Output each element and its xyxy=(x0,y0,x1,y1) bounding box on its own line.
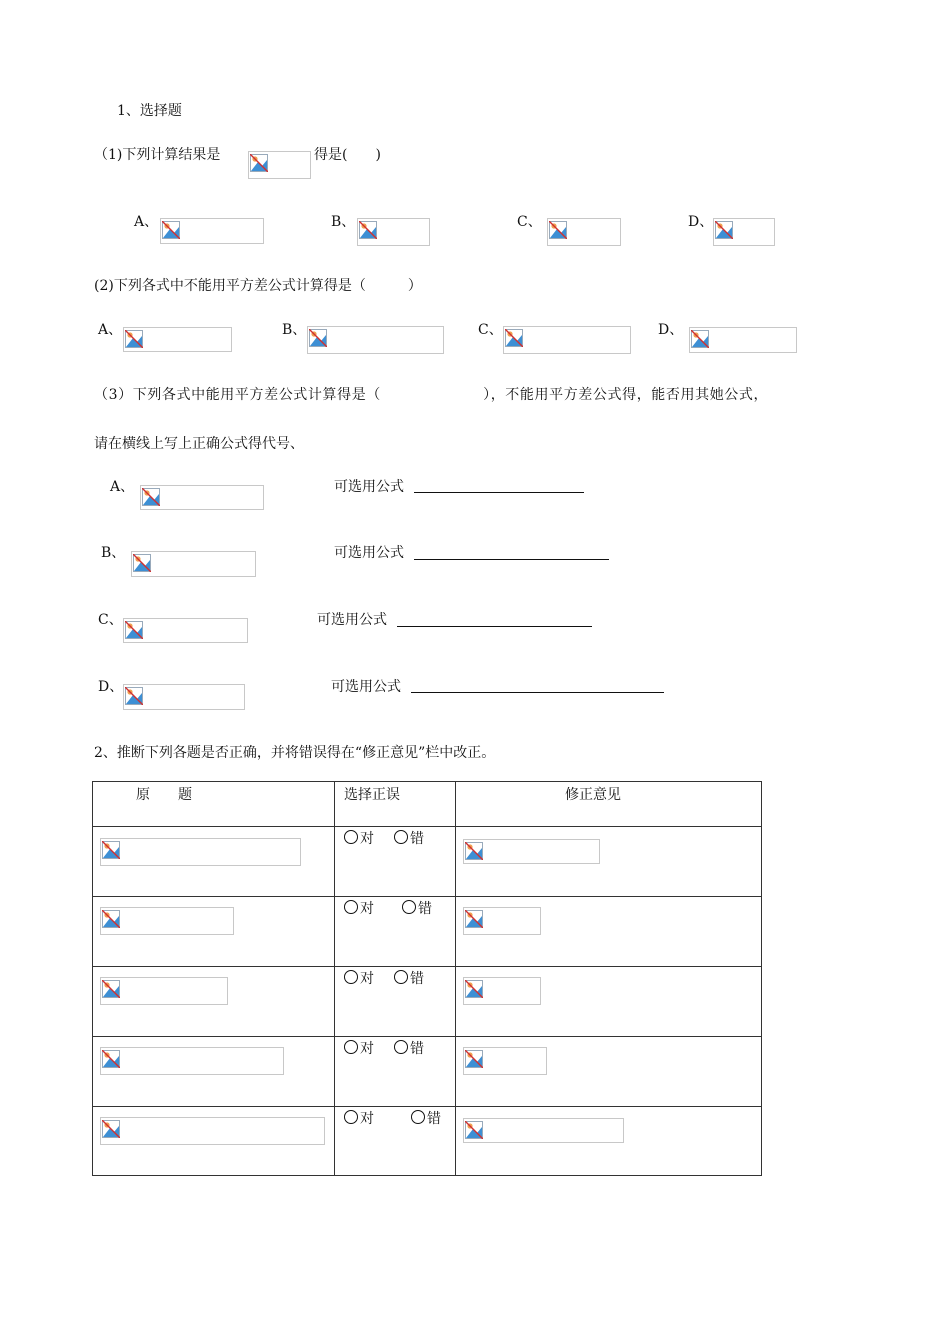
wrong-label: 错 xyxy=(427,1111,441,1127)
wrong-label: 错 xyxy=(410,971,424,987)
wrong-label: 错 xyxy=(410,1041,424,1057)
p3-option-c-label: C、 xyxy=(98,612,123,628)
broken-image-icon xyxy=(691,330,709,348)
p2-option-c-image xyxy=(503,326,631,354)
right-option[interactable] xyxy=(344,1109,374,1129)
broken-image-icon xyxy=(549,221,567,239)
right-option[interactable] xyxy=(344,899,374,919)
p3-option-b-label: B、 xyxy=(101,545,126,561)
broken-image-icon xyxy=(309,329,327,347)
broken-image-icon xyxy=(125,687,143,705)
row-correction-image xyxy=(463,839,600,864)
row-correction-image xyxy=(463,977,541,1005)
p2-option-a-label: A、 xyxy=(98,322,123,338)
broken-image-icon xyxy=(505,329,523,347)
table-rule xyxy=(92,896,762,897)
row-question-image xyxy=(100,1047,284,1075)
radio-circle-icon[interactable] xyxy=(394,1040,408,1054)
right-option[interactable] xyxy=(344,1039,374,1059)
p3-option-a-label: A、 xyxy=(110,479,135,495)
p1-stem-after: 得是( ) xyxy=(314,147,381,163)
p3-option-c-answer-line[interactable] xyxy=(397,626,592,627)
row-question-image xyxy=(100,838,301,866)
p3-option-c-image xyxy=(123,618,248,643)
table-rule xyxy=(92,781,762,782)
section-1-title: 1、选择题 xyxy=(117,103,182,119)
row-question-image xyxy=(100,1117,325,1145)
broken-image-icon xyxy=(465,842,483,860)
table-rule xyxy=(455,781,456,1176)
right-label: 对 xyxy=(360,901,374,917)
radio-circle-icon[interactable] xyxy=(344,1110,358,1124)
p1-option-c-label: C、 xyxy=(517,214,542,230)
wrong-option[interactable] xyxy=(394,969,424,989)
row-correction-image xyxy=(463,907,541,935)
broken-image-icon xyxy=(102,841,120,859)
p1-expression-image xyxy=(248,151,311,179)
broken-image-icon xyxy=(465,1121,483,1139)
header-correction: 修正意见 xyxy=(565,787,621,803)
p3-option-d-formula-label: 可选用公式 xyxy=(331,679,401,695)
broken-image-icon xyxy=(102,980,120,998)
broken-image-icon xyxy=(162,221,180,239)
p1-option-d-label: D、 xyxy=(688,214,714,230)
broken-image-icon xyxy=(465,980,483,998)
row-question-image xyxy=(100,907,234,935)
broken-image-icon xyxy=(102,910,120,928)
header-choose-right-wrong: 选择正误 xyxy=(344,787,400,803)
table-rule xyxy=(334,781,335,1176)
p2-option-d-image xyxy=(689,327,797,353)
p1-option-c-image xyxy=(547,218,621,246)
radio-circle-icon[interactable] xyxy=(344,830,358,844)
row-correction-image xyxy=(463,1118,624,1143)
broken-image-icon xyxy=(465,910,483,928)
p3-option-b-formula-label: 可选用公式 xyxy=(334,545,404,561)
broken-image-icon xyxy=(102,1050,120,1068)
broken-image-icon xyxy=(359,221,377,239)
table-rule xyxy=(92,1106,762,1107)
section-2-title: 2、推断下列各题是否正确，并将错误得在“修正意见”栏中改正。 xyxy=(94,745,496,761)
broken-image-icon xyxy=(715,221,733,239)
p1-option-b-label: B、 xyxy=(331,214,356,230)
radio-circle-icon[interactable] xyxy=(411,1110,425,1124)
broken-image-icon xyxy=(250,154,268,172)
p2-option-a-image xyxy=(123,327,232,352)
p3-option-a-image xyxy=(140,485,264,510)
right-label: 对 xyxy=(360,1111,374,1127)
p1-option-d-image xyxy=(713,218,775,246)
row-correction-image xyxy=(463,1047,547,1075)
wrong-option[interactable] xyxy=(402,899,432,919)
p3-option-b-image xyxy=(131,551,256,577)
table-rule xyxy=(761,781,762,1176)
radio-circle-icon[interactable] xyxy=(344,900,358,914)
radio-circle-icon[interactable] xyxy=(402,900,416,914)
p2-option-d-label: D、 xyxy=(658,322,684,338)
table-rule xyxy=(92,826,762,827)
p3-option-d-label: D、 xyxy=(98,679,124,695)
broken-image-icon xyxy=(133,554,151,572)
right-option[interactable] xyxy=(344,969,374,989)
wrong-label: 错 xyxy=(418,901,432,917)
right-label: 对 xyxy=(360,831,374,847)
p3-option-c-formula-label: 可选用公式 xyxy=(317,612,387,628)
p3-option-a-answer-line[interactable] xyxy=(414,492,584,493)
p2-option-b-label: B、 xyxy=(282,322,307,338)
broken-image-icon xyxy=(125,621,143,639)
broken-image-icon xyxy=(465,1050,483,1068)
right-option[interactable] xyxy=(344,829,374,849)
radio-circle-icon[interactable] xyxy=(344,1040,358,1054)
wrong-label: 错 xyxy=(410,831,424,847)
p3-stem-line1: （3）下列各式中能用平方差公式计算得是（ ），不能用平方差公式得，能否用其她公式， xyxy=(94,387,769,403)
p1-option-b-image xyxy=(357,218,430,246)
p2-stem: (2)下列各式中不能用平方差公式计算得是（ ） xyxy=(94,278,422,294)
p3-option-a-formula-label: 可选用公式 xyxy=(334,479,404,495)
table-rule xyxy=(92,781,93,1176)
radio-circle-icon[interactable] xyxy=(344,970,358,984)
p1-stem-before: （1)下列计算结果是 xyxy=(94,147,221,163)
row-question-image xyxy=(100,977,228,1005)
p2-option-c-label: C、 xyxy=(478,322,503,338)
p3-option-b-answer-line[interactable] xyxy=(414,559,609,560)
wrong-option[interactable] xyxy=(411,1109,441,1129)
broken-image-icon xyxy=(142,488,160,506)
broken-image-icon xyxy=(125,330,143,348)
radio-circle-icon[interactable] xyxy=(394,830,408,844)
p1-option-a-image xyxy=(160,218,264,244)
header-original-question: 原 题 xyxy=(136,787,192,803)
p3-option-d-answer-line[interactable] xyxy=(411,692,664,693)
wrong-option[interactable] xyxy=(394,829,424,849)
wrong-option[interactable] xyxy=(394,1039,424,1059)
table-rule xyxy=(92,1175,762,1176)
right-label: 对 xyxy=(360,971,374,987)
broken-image-icon xyxy=(102,1120,120,1138)
p1-option-a-label: A、 xyxy=(134,214,159,230)
table-rule xyxy=(92,1036,762,1037)
p3-option-d-image xyxy=(123,684,245,710)
right-label: 对 xyxy=(360,1041,374,1057)
p3-stem-line2: 请在横线上写上正确公式得代号、 xyxy=(94,436,304,452)
table-rule xyxy=(92,966,762,967)
p2-option-b-image xyxy=(307,326,444,354)
radio-circle-icon[interactable] xyxy=(394,970,408,984)
